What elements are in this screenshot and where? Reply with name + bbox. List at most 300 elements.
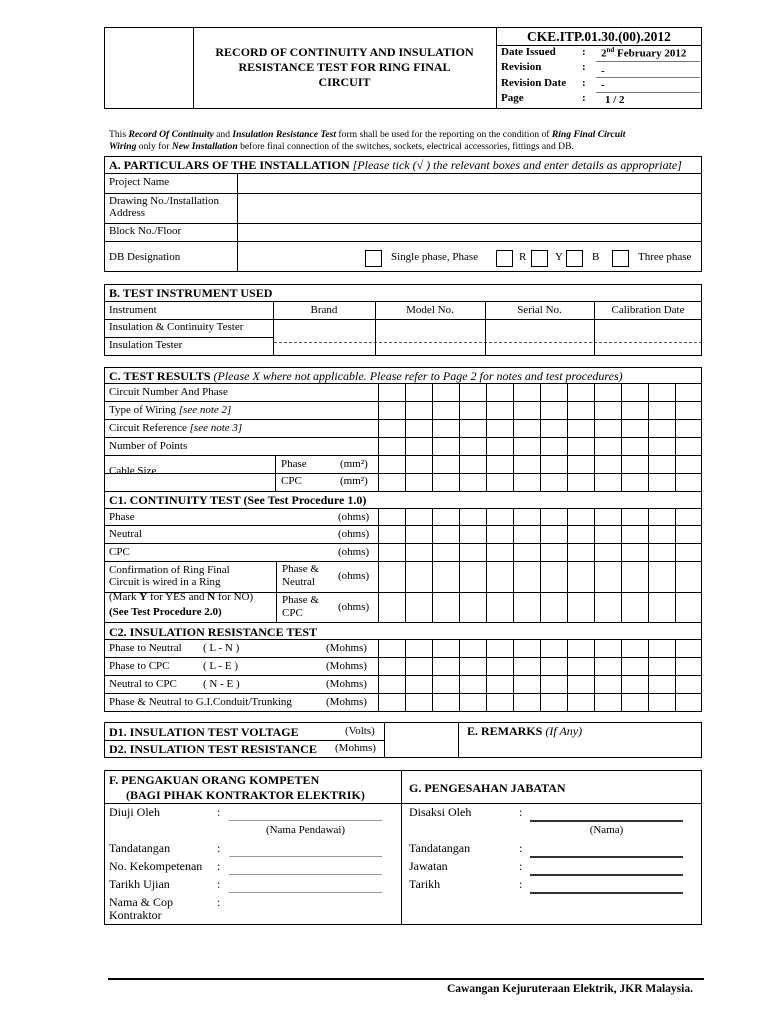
result-cell[interactable] — [676, 694, 702, 712]
result-cell[interactable] — [676, 456, 702, 473]
revision-value: - — [601, 65, 605, 77]
result-cell[interactable] — [514, 526, 540, 543]
result-cell[interactable] — [487, 562, 513, 592]
three-phase-checkbox[interactable] — [612, 250, 629, 267]
section-a-rule-4 — [104, 241, 702, 242]
diuji-oleh-label: Diuji Oleh — [109, 805, 160, 819]
result-cell[interactable] — [649, 402, 675, 419]
result-cell[interactable] — [406, 384, 432, 401]
result-cell[interactable] — [379, 658, 405, 675]
db-designation-label: DB Designation — [109, 251, 181, 263]
result-cell[interactable] — [514, 676, 540, 693]
result-cell[interactable] — [379, 676, 405, 693]
result-cell[interactable] — [649, 593, 675, 622]
c1-phase-unit: (ohms) — [338, 511, 370, 523]
tarikh-ujian-line[interactable] — [229, 892, 382, 893]
nama-cop-label-1: Nama & Cop — [109, 895, 173, 909]
result-cell[interactable] — [541, 420, 567, 437]
tarikh-line[interactable] — [530, 892, 683, 894]
phase-b-checkbox[interactable] — [566, 250, 583, 267]
f-tandatangan-label: Tandatangan — [109, 841, 171, 855]
f-tandatangan-colon: : — [217, 841, 221, 855]
result-cell[interactable] — [622, 526, 648, 543]
page-value: 1 / 2 — [605, 94, 625, 106]
result-cell[interactable] — [568, 456, 594, 473]
d1-label: D1. INSULATION TEST VOLTAGE — [109, 725, 299, 739]
result-cell[interactable] — [595, 640, 621, 657]
result-cell[interactable] — [541, 544, 567, 561]
result-cell[interactable] — [568, 420, 594, 437]
result-cell[interactable] — [649, 384, 675, 401]
result-cell[interactable] — [676, 438, 702, 455]
intro-line-2: Wiring only for New Installation before final connection of the switches, sockets, electrical accessories, fittings and DB. — [109, 141, 574, 152]
grid-row-line — [104, 622, 702, 623]
d1-unit: (Volts) — [345, 725, 375, 737]
result-cell[interactable] — [379, 456, 405, 473]
result-cell[interactable] — [568, 694, 594, 712]
section-c1-title: C1. CONTINUITY TEST (See Test Procedure 1.0) — [109, 493, 367, 507]
result-cell[interactable] — [406, 694, 432, 712]
section-b-rule-2 — [104, 319, 702, 320]
result-cell[interactable] — [433, 694, 459, 712]
result-cell[interactable] — [379, 474, 405, 491]
page-label: Page — [501, 92, 524, 104]
f-tandatangan-line[interactable] — [229, 856, 382, 857]
footer-text: Cawangan Kejuruteraan Elektrik, JKR Malaysia. — [447, 983, 693, 995]
phase-neutral-label-1: Phase & — [282, 563, 319, 575]
confirm-ring-line-2: Circuit is wired in a Ring — [109, 576, 221, 588]
disaksi-oleh-colon: : — [519, 805, 523, 819]
result-cell[interactable] — [622, 640, 648, 657]
doc-code: CKE.ITP.01.30.(00).2012 — [527, 29, 671, 44]
project-name-label: Project Name — [109, 176, 170, 188]
result-cell[interactable] — [379, 438, 405, 455]
drawing-no-label-1: Drawing No./Installation — [109, 195, 219, 207]
result-cell[interactable] — [541, 676, 567, 693]
result-cell[interactable] — [460, 694, 486, 712]
result-cell[interactable] — [460, 402, 486, 419]
result-cell[interactable] — [622, 384, 648, 401]
section-f-title-1: F. PENGAKUAN ORANG KOMPETEN — [109, 773, 320, 787]
result-cell[interactable] — [514, 544, 540, 561]
nama-cop-colon: : — [217, 895, 221, 909]
no-kekompetenan-label: No. Kekompetenan — [109, 859, 203, 873]
result-cell[interactable] — [568, 544, 594, 561]
result-cell[interactable] — [595, 593, 621, 622]
result-cell[interactable] — [649, 438, 675, 455]
c2-row-2-unit: (Mohms) — [326, 660, 367, 672]
revision-underline — [596, 77, 700, 78]
result-cell[interactable] — [379, 526, 405, 543]
result-cell[interactable] — [595, 544, 621, 561]
result-cell[interactable] — [676, 593, 702, 622]
result-cell[interactable] — [433, 509, 459, 525]
result-cell[interactable] — [649, 640, 675, 657]
result-cell[interactable] — [487, 526, 513, 543]
result-cell[interactable] — [460, 658, 486, 675]
result-cell[interactable] — [460, 420, 486, 437]
jawatan-colon: : — [519, 859, 523, 873]
db-designation-field[interactable] — [238, 242, 353, 271]
result-cell[interactable] — [676, 544, 702, 561]
g-tandatangan-line[interactable] — [530, 856, 683, 858]
result-cell[interactable] — [595, 474, 621, 491]
result-cell[interactable] — [541, 384, 567, 401]
confirm-ring-line-1: Confirmation of Ring Final — [109, 564, 230, 576]
c2-row-1-label: Phase to Neutral — [109, 642, 182, 654]
result-cell[interactable] — [487, 402, 513, 419]
result-cell[interactable] — [487, 509, 513, 525]
result-cell[interactable] — [487, 593, 513, 622]
jawatan-label: Jawatan — [409, 859, 448, 873]
result-cell[interactable] — [514, 384, 540, 401]
g-tandatangan-colon: : — [519, 841, 523, 855]
result-cell[interactable] — [676, 384, 702, 401]
result-cell[interactable] — [460, 526, 486, 543]
result-cell[interactable] — [433, 420, 459, 437]
result-cell[interactable] — [514, 420, 540, 437]
section-f-title-2: (BAGI PIHAK KONTRAKTOR ELEKTRIK) — [126, 788, 365, 802]
result-cell[interactable] — [595, 420, 621, 437]
result-cell[interactable] — [649, 562, 675, 592]
tarikh-ujian-colon: : — [217, 877, 221, 891]
single-phase-checkbox[interactable] — [365, 250, 382, 267]
nama-caption: (Nama) — [589, 824, 624, 836]
result-cell[interactable] — [676, 562, 702, 592]
section-a-title: A. PARTICULARS OF THE INSTALLATION [Please tick (√ ) the relevant boxes and enter details as appropriate] — [109, 158, 682, 172]
phase-cpc-label-2: CPC — [282, 607, 303, 619]
result-cell[interactable] — [541, 456, 567, 473]
section-b-title: B. TEST INSTRUMENT USED — [109, 286, 273, 300]
result-cell[interactable] — [622, 420, 648, 437]
d2-label: D2. INSULATION TEST RESISTANCE — [109, 742, 317, 756]
jawatan-line[interactable] — [530, 874, 683, 876]
result-cell[interactable] — [622, 456, 648, 473]
result-cell[interactable] — [379, 402, 405, 419]
phase-y-checkbox[interactable] — [531, 250, 548, 267]
result-cell[interactable] — [379, 694, 405, 712]
phase-neutral-label-2: Neutral — [282, 576, 315, 588]
col-calibration: Calibration Date — [611, 304, 685, 316]
result-cell[interactable] — [433, 526, 459, 543]
result-cell[interactable] — [406, 526, 432, 543]
result-cell[interactable] — [433, 474, 459, 491]
result-cell[interactable] — [676, 402, 702, 419]
result-cell[interactable] — [676, 640, 702, 657]
form-title-line-1: RECORD OF CONTINUITY AND INSULATION — [215, 45, 474, 59]
result-cell[interactable] — [622, 474, 648, 491]
phase-y-label: Y — [555, 251, 563, 263]
block-no-label: Block No./Floor — [109, 225, 182, 237]
phase-r-checkbox[interactable] — [496, 250, 513, 267]
result-cell[interactable] — [406, 676, 432, 693]
result-cell[interactable] — [595, 676, 621, 693]
result-cell[interactable] — [460, 676, 486, 693]
drawing-no-label-2: Address — [109, 207, 146, 219]
section-fg-divider — [401, 770, 402, 925]
result-cell[interactable] — [676, 526, 702, 543]
disaksi-oleh-line[interactable] — [530, 820, 683, 822]
result-cell[interactable] — [568, 676, 594, 693]
confirm-divider — [276, 561, 277, 622]
remarks-title: E. REMARKS (If Any) — [467, 724, 583, 738]
result-cell[interactable] — [649, 456, 675, 473]
result-cell[interactable] — [649, 676, 675, 693]
result-cell[interactable] — [595, 438, 621, 455]
result-cell[interactable] — [379, 544, 405, 561]
result-cell[interactable] — [514, 640, 540, 657]
result-cell[interactable] — [406, 456, 432, 473]
c2-row-3-unit: (Mohms) — [326, 678, 367, 690]
col-instrument: Instrument — [109, 304, 157, 316]
result-cell[interactable] — [514, 456, 540, 473]
result-cell[interactable] — [676, 420, 702, 437]
c2-row-2-code: ( L - E ) — [203, 660, 239, 672]
number-of-points-label: Number of Points — [109, 440, 188, 452]
result-cell[interactable] — [379, 562, 405, 592]
result-cell[interactable] — [568, 474, 594, 491]
result-cell[interactable] — [460, 384, 486, 401]
form-title-line-3: CIRCUIT — [318, 75, 371, 89]
revision-date-value: - — [601, 79, 605, 91]
single-phase-label: Single phase, Phase — [391, 251, 479, 263]
result-cell[interactable] — [487, 676, 513, 693]
d2-unit: (Mohms) — [335, 742, 376, 754]
result-cell[interactable] — [460, 509, 486, 525]
result-cell[interactable] — [568, 640, 594, 657]
result-cell[interactable] — [433, 562, 459, 592]
tarikh-label: Tarikh — [409, 877, 441, 891]
result-cell[interactable] — [622, 544, 648, 561]
col-serial: Serial No. — [517, 304, 562, 316]
result-cell[interactable] — [514, 658, 540, 675]
result-cell[interactable] — [622, 593, 648, 622]
result-cell[interactable] — [622, 438, 648, 455]
c2-row-1-unit: (Mohms) — [326, 642, 367, 654]
result-cell[interactable] — [514, 402, 540, 419]
d1-value-field[interactable] — [385, 723, 457, 740]
result-cell[interactable] — [568, 658, 594, 675]
result-cell[interactable] — [487, 456, 513, 473]
result-cell[interactable] — [568, 402, 594, 419]
result-cell[interactable] — [433, 658, 459, 675]
result-cell[interactable] — [379, 420, 405, 437]
result-cell[interactable] — [487, 438, 513, 455]
result-cell[interactable] — [514, 593, 540, 622]
result-cell[interactable] — [649, 544, 675, 561]
section-b-rule-3 — [104, 337, 274, 338]
result-cell[interactable] — [541, 694, 567, 712]
tarikh-ujian-label: Tarikh Ujian — [109, 877, 170, 891]
result-cell[interactable] — [487, 384, 513, 401]
result-cell[interactable] — [406, 562, 432, 592]
result-cell[interactable] — [541, 509, 567, 525]
result-cell[interactable] — [541, 474, 567, 491]
col-brand: Brand — [310, 304, 338, 316]
result-cell[interactable] — [676, 509, 702, 525]
three-phase-label: Three phase — [638, 251, 692, 263]
result-cell[interactable] — [595, 456, 621, 473]
result-cell[interactable] — [406, 474, 432, 491]
diuji-oleh-colon: : — [217, 805, 221, 819]
no-kekompetenan-colon: : — [217, 859, 221, 873]
revision-label: Revision — [501, 61, 542, 73]
result-cell[interactable] — [406, 544, 432, 561]
result-cell[interactable] — [595, 658, 621, 675]
result-cell[interactable] — [541, 658, 567, 675]
result-cell[interactable] — [460, 544, 486, 561]
result-cell[interactable] — [406, 509, 432, 525]
result-cell[interactable] — [433, 438, 459, 455]
c2-row-1-code: ( L - N ) — [203, 642, 240, 654]
result-cell[interactable] — [406, 593, 432, 622]
date-issued-underline — [596, 61, 700, 62]
result-cell[interactable] — [460, 474, 486, 491]
block-no-field[interactable] — [238, 224, 701, 241]
result-cell[interactable] — [595, 562, 621, 592]
result-cell[interactable] — [568, 526, 594, 543]
result-cell[interactable] — [433, 544, 459, 561]
result-cell[interactable] — [406, 438, 432, 455]
result-cell[interactable] — [487, 694, 513, 712]
intro-line-1: This Record Of Continuity and Insulation Resistance Test form shall be used for the reporting on the condition of Ring Final Circuit — [109, 129, 626, 140]
date-issued-value: 2nd February 2012 — [601, 46, 687, 60]
result-cell[interactable] — [460, 593, 486, 622]
result-cell[interactable] — [568, 509, 594, 525]
result-cell[interactable] — [406, 402, 432, 419]
result-cell[interactable] — [379, 384, 405, 401]
result-cell[interactable] — [622, 402, 648, 419]
result-cell[interactable] — [433, 384, 459, 401]
result-cell[interactable] — [433, 593, 459, 622]
result-cell[interactable] — [433, 456, 459, 473]
result-cell[interactable] — [487, 544, 513, 561]
result-cell[interactable] — [541, 593, 567, 622]
result-cell[interactable] — [622, 509, 648, 525]
d2-value-field[interactable] — [385, 741, 457, 757]
result-cell[interactable] — [622, 658, 648, 675]
result-cell[interactable] — [649, 658, 675, 675]
phase-neutral-unit: (ohms) — [338, 570, 370, 582]
result-cell[interactable] — [514, 509, 540, 525]
result-cell[interactable] — [406, 640, 432, 657]
result-cell[interactable] — [541, 640, 567, 657]
no-kekompetenan-line[interactable] — [229, 874, 382, 875]
result-cell[interactable] — [649, 509, 675, 525]
date-issued-colon: : — [582, 46, 586, 58]
cable-phase-label: Phase — [281, 458, 307, 470]
result-cell[interactable] — [514, 694, 540, 712]
form-title-line-2: RESISTANCE TEST FOR RING FINAL — [238, 60, 451, 74]
date-issued-label: Date Issued — [501, 46, 556, 58]
project-name-field[interactable] — [238, 174, 701, 193]
c2-row-4-unit: (Mohms) — [326, 696, 367, 708]
tarikh-colon: : — [519, 877, 523, 891]
result-cell[interactable] — [541, 402, 567, 419]
result-cell[interactable] — [541, 562, 567, 592]
nama-cop-label-2: Kontraktor — [109, 908, 162, 922]
result-cell[interactable] — [379, 509, 405, 525]
result-cell[interactable] — [676, 658, 702, 675]
c2-row-3-label: Neutral to CPC — [109, 678, 177, 690]
cable-phase-unit: (mm²) — [340, 458, 368, 470]
result-cell[interactable] — [487, 658, 513, 675]
result-cell[interactable] — [622, 694, 648, 712]
result-cell[interactable] — [433, 402, 459, 419]
result-cell[interactable] — [595, 694, 621, 712]
result-cell[interactable] — [568, 384, 594, 401]
revision-date-underline — [596, 92, 700, 93]
section-b-rule-3-dashed — [274, 342, 702, 343]
result-cell[interactable] — [514, 438, 540, 455]
result-cell[interactable] — [460, 640, 486, 657]
result-cell[interactable] — [379, 640, 405, 657]
remarks-field[interactable] — [459, 738, 701, 757]
phase-cpc-unit: (ohms) — [338, 601, 370, 613]
result-cell[interactable] — [649, 694, 675, 712]
revision-date-label: Revision Date — [501, 77, 567, 89]
drawing-no-field[interactable] — [238, 194, 701, 223]
result-cell[interactable] — [541, 526, 567, 543]
cable-cpc-unit: (mm²) — [340, 475, 368, 487]
cable-size-divider — [275, 455, 276, 491]
result-cell[interactable] — [568, 438, 594, 455]
c2-row-3-code: ( N - E ) — [203, 678, 240, 690]
section-g-title: G. PENGESAHAN JABATAN — [409, 781, 566, 795]
grid-row-line — [104, 491, 702, 492]
disaksi-oleh-label: Disaksi Oleh — [409, 805, 472, 819]
diuji-oleh-line[interactable] — [229, 820, 382, 821]
result-cell[interactable] — [406, 420, 432, 437]
result-cell[interactable] — [595, 526, 621, 543]
result-cell[interactable] — [541, 438, 567, 455]
result-cell[interactable] — [487, 640, 513, 657]
section-fg-rule — [104, 803, 702, 804]
revision-date-colon: : — [582, 77, 586, 89]
c1-cpc-unit: (ohms) — [338, 546, 370, 558]
c1-cpc-label: CPC — [109, 546, 130, 558]
result-cell[interactable] — [460, 562, 486, 592]
result-cell[interactable] — [649, 526, 675, 543]
result-cell[interactable] — [676, 474, 702, 491]
result-cell[interactable] — [595, 509, 621, 525]
cable-size-label: Cable Size — [109, 465, 157, 477]
result-cell[interactable] — [649, 420, 675, 437]
result-cell[interactable] — [568, 562, 594, 592]
result-cell[interactable] — [460, 456, 486, 473]
result-cell[interactable] — [622, 562, 648, 592]
result-cell[interactable] — [595, 402, 621, 419]
result-cell[interactable] — [514, 562, 540, 592]
result-cell[interactable] — [433, 676, 459, 693]
result-cell[interactable] — [379, 593, 405, 622]
result-cell[interactable] — [487, 420, 513, 437]
result-cell[interactable] — [676, 676, 702, 693]
section-c2-title: C2. INSULATION RESISTANCE TEST — [109, 625, 318, 639]
result-cell[interactable] — [514, 474, 540, 491]
revision-colon: : — [582, 61, 586, 73]
result-cell[interactable] — [433, 640, 459, 657]
result-cell[interactable] — [595, 384, 621, 401]
result-cell[interactable] — [460, 438, 486, 455]
result-cell[interactable] — [649, 474, 675, 491]
result-cell[interactable] — [622, 676, 648, 693]
c1-neutral-label: Neutral — [109, 528, 142, 540]
result-cell[interactable] — [487, 474, 513, 491]
c2-row-4-label: Phase & Neutral to G.I.Conduit/Trunking — [109, 696, 292, 708]
result-cell[interactable] — [406, 658, 432, 675]
result-cell[interactable] — [568, 593, 594, 622]
